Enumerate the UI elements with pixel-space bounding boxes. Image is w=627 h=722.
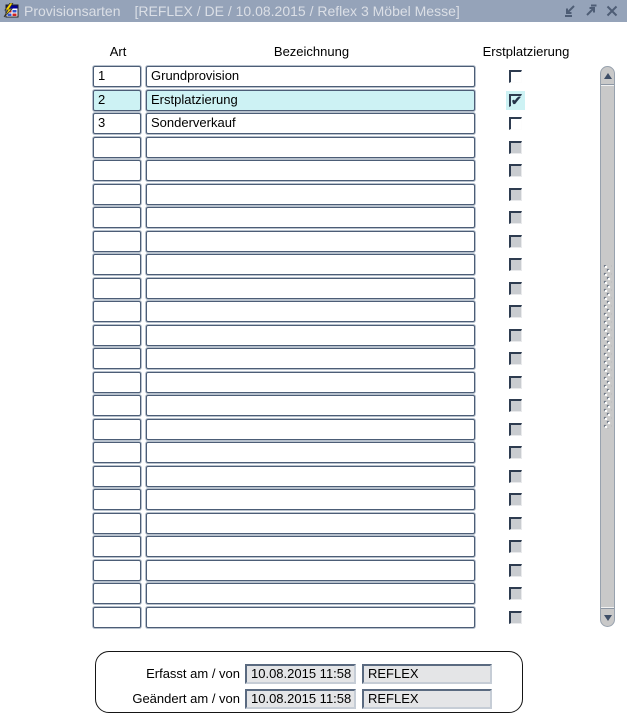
bezeichnung-field[interactable] xyxy=(146,419,475,440)
titlebar[interactable] xyxy=(0,0,627,22)
art-field[interactable]: 1 xyxy=(93,66,141,87)
table-row xyxy=(0,348,600,369)
erstplatzierung-checkbox xyxy=(509,564,522,577)
erstplatzierung-cell xyxy=(506,67,525,86)
erstplatzierung-cell xyxy=(506,326,525,345)
bezeichnung-field[interactable] xyxy=(146,442,475,463)
erstplatzierung-cell xyxy=(506,490,525,509)
erstplatzierung-cell xyxy=(506,114,525,133)
column-header-art: Art xyxy=(109,44,127,59)
table-row xyxy=(0,278,600,299)
minimize-button[interactable] xyxy=(562,3,578,19)
erstplatzierung-cell xyxy=(506,91,525,110)
bezeichnung-field[interactable] xyxy=(146,395,475,416)
close-icon xyxy=(605,4,619,18)
erstplatzierung-checkbox xyxy=(509,235,522,248)
table-row xyxy=(0,560,600,581)
erstplatzierung-cell xyxy=(506,537,525,556)
art-field[interactable] xyxy=(93,254,141,275)
erstplatzierung-checkbox xyxy=(509,517,522,530)
table-row xyxy=(0,489,600,510)
table-row xyxy=(0,254,600,275)
erstplatzierung-cell xyxy=(506,396,525,415)
table-row xyxy=(0,301,600,322)
erstplatzierung-checkbox xyxy=(509,141,522,154)
erstplatzierung-checkbox xyxy=(509,376,522,389)
bezeichnung-field[interactable]: Erstplatzierung xyxy=(146,90,475,111)
window-controls xyxy=(562,0,620,22)
geaendert-datum-field: 10.08.2015 11:58 xyxy=(245,689,356,709)
erstplatzierung-cell xyxy=(506,185,525,204)
minimize-icon xyxy=(563,4,577,18)
bezeichnung-field[interactable] xyxy=(146,278,475,299)
art-field[interactable] xyxy=(93,184,141,205)
erfasst-von-field: REFLEX xyxy=(362,664,492,684)
geaendert-label: Geändert am / von xyxy=(132,691,240,706)
erstplatzierung-checkbox xyxy=(509,493,522,506)
rows-container xyxy=(0,66,600,628)
art-field[interactable] xyxy=(93,419,141,440)
bezeichnung-field[interactable] xyxy=(146,513,475,534)
erstplatzierung-checkbox xyxy=(509,611,522,624)
erstplatzierung-checkbox xyxy=(509,305,522,318)
art-field[interactable] xyxy=(93,442,141,463)
art-field[interactable] xyxy=(93,536,141,557)
close-button[interactable] xyxy=(604,3,620,19)
restore-icon xyxy=(584,4,598,18)
art-field[interactable] xyxy=(93,325,141,346)
table-row xyxy=(0,466,600,487)
table-row xyxy=(0,66,600,87)
art-field[interactable] xyxy=(93,607,141,628)
erstplatzierung-cell xyxy=(506,514,525,533)
erstplatzierung-cell xyxy=(506,208,525,227)
erstplatzierung-cell xyxy=(506,443,525,462)
erstplatzierung-checkbox xyxy=(509,211,522,224)
geaendert-von-field: REFLEX xyxy=(362,689,492,709)
table-row xyxy=(0,231,600,252)
art-field[interactable] xyxy=(93,231,141,252)
art-field[interactable] xyxy=(93,207,141,228)
erstplatzierung-cell xyxy=(506,302,525,321)
erstplatzierung-checkbox xyxy=(509,399,522,412)
erstplatzierung-checkbox[interactable] xyxy=(509,117,522,130)
erstplatzierung-checkbox xyxy=(509,446,522,459)
erstplatzierung-checkbox xyxy=(509,540,522,553)
art-field[interactable] xyxy=(93,513,141,534)
table-row xyxy=(0,207,600,228)
erstplatzierung-cell xyxy=(506,161,525,180)
record-scrollbar[interactable] xyxy=(600,66,615,627)
erstplatzierung-cell xyxy=(506,608,525,627)
table-row xyxy=(0,90,600,111)
erstplatzierung-checkbox[interactable]: ✔ xyxy=(511,92,522,108)
art-field[interactable] xyxy=(93,466,141,487)
erstplatzierung-cell xyxy=(506,255,525,274)
erstplatzierung-checkbox xyxy=(509,423,522,436)
window-title-main: Provisionsarten xyxy=(24,3,121,19)
column-header-bezeichnung: Bezeichnung xyxy=(273,44,350,59)
erstplatzierung-cell xyxy=(506,373,525,392)
table-row xyxy=(0,372,600,393)
table-row xyxy=(0,395,600,416)
scrollbar-thumb-grip[interactable] xyxy=(603,265,612,429)
erstplatzierung-checkbox xyxy=(509,282,522,295)
erstplatzierung-cell xyxy=(506,420,525,439)
erstplatzierung-checkbox xyxy=(509,188,522,201)
scroll-up-button[interactable] xyxy=(601,67,614,85)
bezeichnung-field[interactable] xyxy=(146,536,475,557)
art-field[interactable] xyxy=(93,560,141,581)
bezeichnung-field[interactable] xyxy=(146,325,475,346)
bezeichnung-field[interactable] xyxy=(146,137,475,158)
erstplatzierung-checkbox xyxy=(509,470,522,483)
window-title-context: [REFLEX / DE / 10.08.2015 / Reflex 3 Möbel Messe] xyxy=(134,3,460,19)
table-row xyxy=(0,113,600,134)
erstplatzierung-cell xyxy=(506,349,525,368)
art-field[interactable] xyxy=(93,489,141,510)
erstplatzierung-cell xyxy=(506,279,525,298)
erstplatzierung-cell xyxy=(506,232,525,251)
art-field[interactable]: 2 xyxy=(93,90,141,111)
bezeichnung-field[interactable] xyxy=(146,160,475,181)
scroll-down-button[interactable] xyxy=(601,608,614,626)
erstplatzierung-checkbox xyxy=(509,329,522,342)
art-field[interactable]: 3 xyxy=(93,113,141,134)
bezeichnung-field[interactable]: Sonderverkauf xyxy=(146,113,475,134)
table-row xyxy=(0,536,600,557)
art-field[interactable] xyxy=(93,160,141,181)
erfasst-label: Erfasst am / von xyxy=(146,666,240,681)
bezeichnung-field[interactable] xyxy=(146,231,475,252)
table-row xyxy=(0,419,600,440)
bezeichnung-field[interactable]: Grundprovision xyxy=(146,66,475,87)
art-field[interactable] xyxy=(93,372,141,393)
window-title xyxy=(24,3,460,19)
art-field[interactable] xyxy=(93,301,141,322)
table-row xyxy=(0,607,600,628)
app-icon xyxy=(3,3,20,20)
erfasst-datum-field: 10.08.2015 11:58 xyxy=(245,664,356,684)
table-row xyxy=(0,513,600,534)
table-row xyxy=(0,160,600,181)
bezeichnung-field[interactable] xyxy=(146,372,475,393)
table-row xyxy=(0,442,600,463)
restore-button[interactable] xyxy=(583,3,599,19)
erstplatzierung-cell xyxy=(506,467,525,486)
bezeichnung-field[interactable] xyxy=(146,348,475,369)
art-field[interactable] xyxy=(93,278,141,299)
table-row xyxy=(0,583,600,604)
bezeichnung-field[interactable] xyxy=(146,489,475,510)
art-field[interactable] xyxy=(93,583,141,604)
bezeichnung-field[interactable] xyxy=(146,607,475,628)
arrow-up-icon xyxy=(604,73,612,79)
erstplatzierung-checkbox xyxy=(509,258,522,271)
erstplatzierung-checkbox[interactable] xyxy=(509,70,522,83)
bezeichnung-field[interactable] xyxy=(146,254,475,275)
bezeichnung-field[interactable] xyxy=(146,207,475,228)
art-field[interactable] xyxy=(93,348,141,369)
table-row xyxy=(0,325,600,346)
art-field[interactable] xyxy=(93,137,141,158)
erstplatzierung-checkbox xyxy=(509,587,522,600)
table-row xyxy=(0,137,600,158)
bezeichnung-field[interactable] xyxy=(146,466,475,487)
erstplatzierung-cell xyxy=(506,138,525,157)
erstplatzierung-checkbox xyxy=(509,164,522,177)
table-row xyxy=(0,184,600,205)
bezeichnung-field[interactable] xyxy=(146,583,475,604)
art-field[interactable] xyxy=(93,395,141,416)
column-header-erstplatzierung: Erstplatzierung xyxy=(482,44,570,59)
erstplatzierung-cell xyxy=(506,561,525,580)
arrow-down-icon xyxy=(604,615,612,621)
erstplatzierung-cell xyxy=(506,584,525,603)
bezeichnung-field[interactable] xyxy=(146,560,475,581)
bezeichnung-field[interactable] xyxy=(146,301,475,322)
bezeichnung-field[interactable] xyxy=(146,184,475,205)
erstplatzierung-checkbox xyxy=(509,352,522,365)
